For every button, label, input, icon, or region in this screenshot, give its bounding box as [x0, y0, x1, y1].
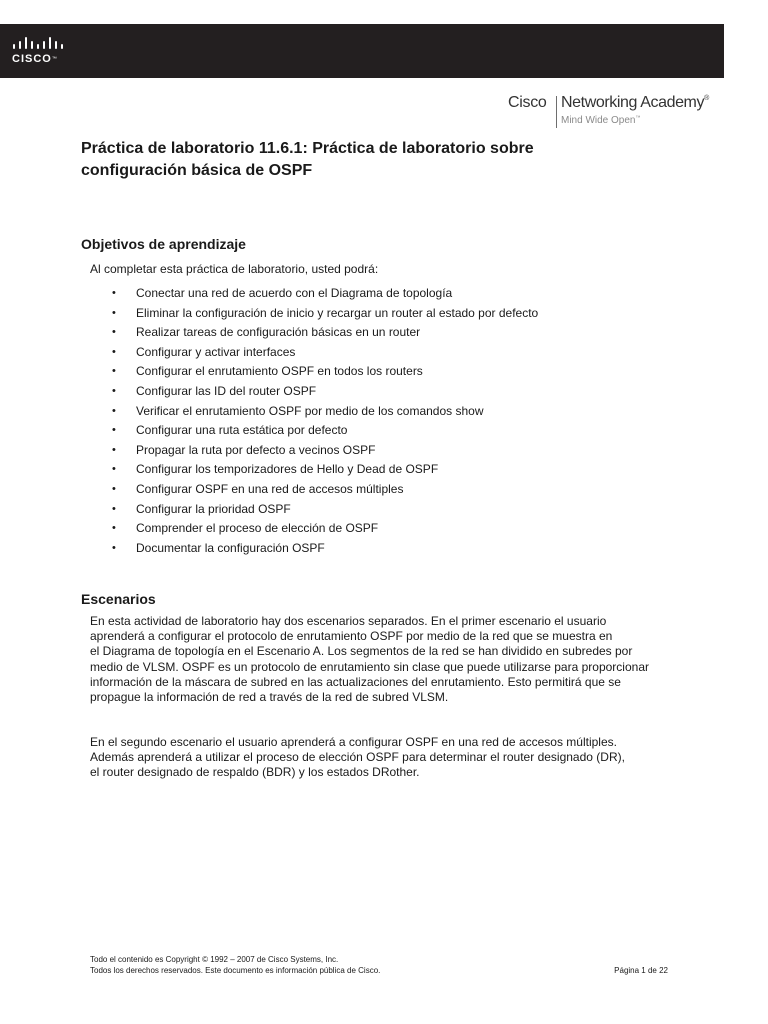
objectives-intro: Al completar esta práctica de laboratorio, usted podrá: [90, 262, 379, 276]
footer-rights: Todos los derechos reservados. Este documento es información pública de Cisco. [90, 966, 381, 975]
list-item: • Configurar una ruta estática por defecto [110, 421, 538, 441]
list-item: • Propagar la ruta por defecto a vecinos OSPF [110, 441, 538, 461]
cisco-logo [12, 36, 68, 68]
list-item: • Documentar la configuración OSPF [110, 539, 538, 559]
list-item: • Eliminar la configuración de inicio y recargar un router al estado por defecto [110, 304, 538, 324]
scenarios-paragraph-2: En el segundo escenario el usuario aprenderá a configurar OSPF en una red de accesos múltiples. Además aprenderá a utilizar el proceso de elección OSPF para determinar el router designado (DR), el router designado de respaldo (BDR) y los estados DRother. [90, 735, 625, 780]
document-title [81, 138, 641, 182]
academy-company: Cisco [508, 94, 547, 111]
list-item: • Configurar los temporizadores de Hello y Dead de OSPF [110, 460, 538, 480]
scenarios-paragraph-1: En esta actividad de laboratorio hay dos escenarios separados. En el primer escenario el usuario aprenderá a configurar el protocolo de enrutamiento OSPF por medio de la red que se muestra en el Diagrama de topología en el Escenario A. Los segmentos de la red se han dividido en subredes por medio de VLSM. OSPF es un protocolo de enrutamiento sin clase que puede utilizarse para proporcionar información de la máscara de subred en las actualizaciones del enrutamiento. Esto permitirá que se propague la información de red a través de la red de subred VLSM. [90, 614, 649, 705]
list-item: • Configurar el enrutamiento OSPF en todos los routers [110, 362, 538, 382]
list-item: • Comprender el proceso de elección de OSPF [110, 519, 538, 539]
header-bar [0, 24, 724, 78]
list-item: • Configurar y activar interfaces [110, 343, 538, 363]
list-item: • Realizar tareas de configuración básicas en un router [110, 323, 538, 343]
logo-divider [556, 96, 557, 128]
academy-program: Networking Academy® [561, 94, 709, 111]
cisco-bars-icon [12, 36, 66, 50]
cisco-wordmark: CISCO™ [12, 53, 57, 65]
list-item: • Conectar una red de acuerdo con el Diagrama de topología [110, 284, 538, 304]
title-line-1: Práctica de laboratorio 11.6.1: Práctica de laboratorio sobre [81, 140, 534, 157]
list-item: • Configurar la prioridad OSPF [110, 500, 538, 520]
page-number: Página 1 de 22 [614, 966, 668, 975]
networking-academy-logo [508, 94, 728, 130]
list-item: • Verificar el enrutamiento OSPF por medio de los comandos show [110, 402, 538, 422]
page-footer [90, 954, 668, 976]
list-item: • Configurar OSPF en una red de accesos múltiples [110, 480, 538, 500]
footer-copyright: Todo el contenido es Copyright © 1992 – 2007 de Cisco Systems, Inc. [90, 955, 339, 964]
objectives-heading: Objetivos de aprendizaje [81, 236, 246, 252]
list-item: • Configurar las ID del router OSPF [110, 382, 538, 402]
academy-tagline: Mind Wide Open™ [561, 115, 641, 126]
objectives-list [110, 284, 538, 558]
scenarios-heading: Escenarios [81, 591, 156, 607]
title-line-2: configuración básica de OSPF [81, 162, 313, 179]
